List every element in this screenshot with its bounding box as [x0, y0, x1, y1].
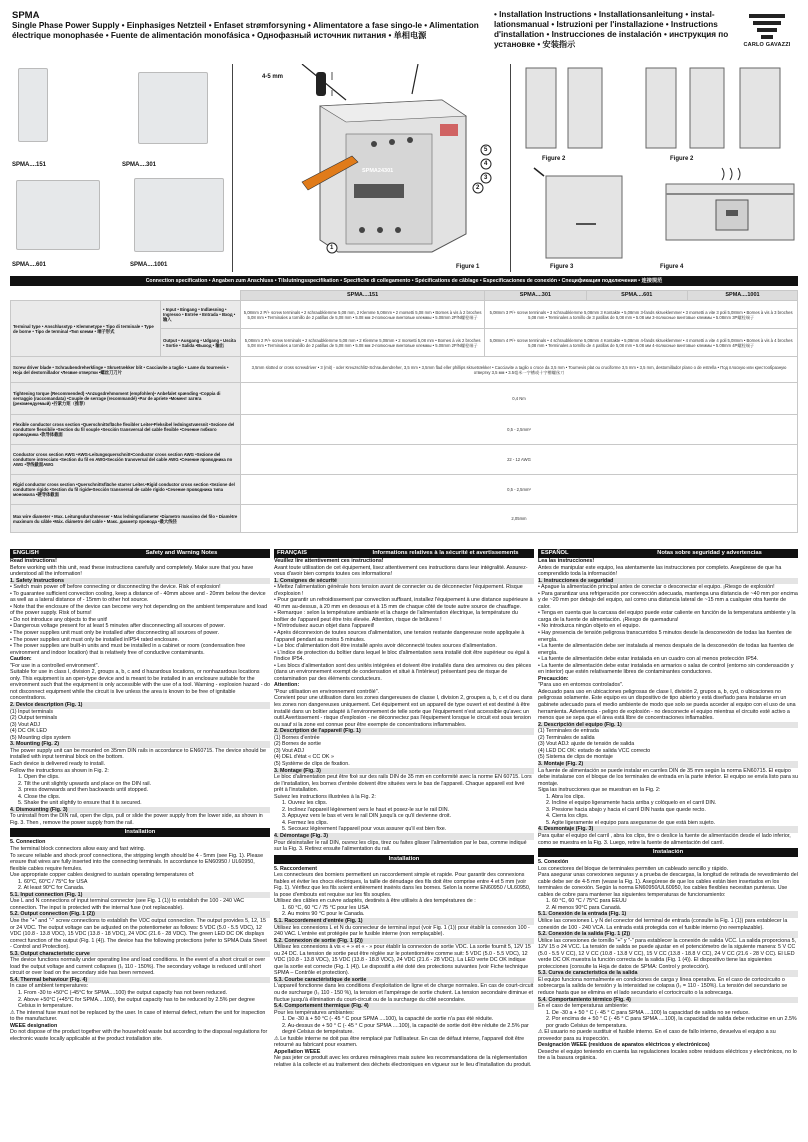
- table-cell: 0,4 Nm: [241, 383, 798, 415]
- paragraph: Les connecteurs des borniers permettent un raccordement simple et rapide. Pour garantir des connexions fiables et éviter les chocs électriques, la taille de dénudage des fils doit être comprise entre 4 et 5 mm (voir Fig. 1). Vérifiez que les fils soient entièrement insérés dans les bornes. Selon la norme EN60950 / UL60950, la pose d'embouts est requise sur les fils souples.: [274, 872, 531, 898]
- safety-text: [538, 558, 798, 846]
- figure-2b-label: Figure 2: [670, 156, 694, 162]
- paragraph: (4) LED DC OK: estado de salida VCC correcto: [538, 747, 651, 754]
- figure-1-label: Figure 1: [456, 264, 480, 270]
- header-left: [12, 10, 482, 41]
- paragraph: 1. From -30 to +50°C (-45°C for SPMA....100) the output capacity has not been reduced.: [18, 990, 228, 996]
- paragraph: 1. Abra los clips.: [546, 793, 585, 800]
- paragraph: "Pour utilisation en environnement contrôlé".: [274, 688, 380, 695]
- table-cell: 5,08mm 2 P/+ screw terminals • 2 schraubklemme 5,08 mm, 2 Klemme 5,08mm • 2 morsetti 5,08 mm • Bornes à vis à 2 broches 5,08 mm • Terminales a tornillo de 2 patillas de 5,08 mm • 5.08 мм 2-полюсные винтовые клеммы • 5.08mm 2P/N螺栓端子: [241, 301, 485, 329]
- paragraph: • Mettez l'alimentation générale hors tension avant de connecter ou de déconnecter l'équipement. Risque d'explosion !: [274, 584, 523, 597]
- section-heading: 1. Safety Instructions: [10, 578, 270, 585]
- figure-3-label: Figure 3: [550, 264, 574, 270]
- paragraph: Utilisez les connexions L et N du connecteur de terminal input (voir Fig. 1 (1)) pour établir la connexion 100 - 240 VAC. L'entrée est protégée par le fusible interne (non remplaçable).: [274, 924, 530, 938]
- bold-heading: 5. Raccordement: [274, 865, 318, 872]
- paragraph: ⚠ The internal fuse must not be replaced by the user. In case of internal defect, return the unit for inspection to the manufacturer.: [10, 1009, 266, 1023]
- section-heading: 3. Mounting (Fig. 2): [10, 741, 270, 748]
- product-image-601: [16, 180, 100, 250]
- paragraph: To uninstall from the DIN rail, open the clips, pull or slide the power supply from the lower side, as shown in Fig. 3. Then , remove the power supply from the rail.: [10, 813, 263, 826]
- product-label-301: SPMA....301: [122, 162, 157, 168]
- bold-heading: Designación WEEE (residuos de aparatos eléctricos y electrónicos): [538, 1042, 710, 1049]
- table-corner: [11, 291, 241, 301]
- paragraph: • Le bloc d'alimentation doit être installé après avoir déconnecté toutes sources d'alimentation.: [274, 643, 497, 650]
- safety-text: [274, 558, 534, 853]
- paragraph: ⚠ Le fusible interne ne doit pas être remplacé par l'utilisateur. En cas de défaut interne, l'appareil doit être retourné au fabricant pour examen.: [274, 1035, 525, 1049]
- callout-2: 2: [476, 185, 480, 191]
- bold-heading: Appellation WEEE: [274, 1048, 321, 1055]
- paragraph: (3) Vout ADJ: ajuste de tensión de salida: [538, 741, 635, 748]
- paragraph: (3) Vout ADJ: [10, 721, 40, 728]
- paragraph: • Les blocs d'alimentation sont des unités intégrées et doivent être installés dans des armoires ou des pièces (dans un environnement exempt de condensation et situé à l'intérieur) présentant peu de risque de contamination par des éléments conducteurs.: [274, 662, 532, 682]
- paragraph: 1. Open the clips.: [18, 774, 60, 781]
- section-heading: 5.3. Output characteristic curve: [10, 951, 270, 958]
- paragraph: 4. Cierra los clips.: [546, 813, 589, 820]
- paragraph: • The power supplies unit must only be installed after disconnecting all sources of power.: [10, 630, 220, 637]
- paragraph: ⚠ El usuario no puede sustituir el fusible interno. En el caso de fallo interno, devuelva el equipo a su proveedor para su inspección.: [538, 1029, 776, 1042]
- paragraph: (1) Bornes d'entrée: [274, 734, 320, 741]
- table-row: [11, 475, 798, 505]
- section-heading: 5.3. Courbe caractéristique de sortie: [274, 977, 534, 984]
- product-label-1001: SPMA....1001: [130, 262, 168, 268]
- paragraph: (4) DC OK LED: [10, 728, 47, 735]
- row-label: Terminal type • Anschlusstyp • Klemmetype • Tipo di terminale • Type de borne • Tipo de terminal •Тип клемм • 端子形式: [11, 301, 161, 357]
- paragraph: Pour les températures ambiantes:: [274, 1009, 355, 1016]
- table-header-row: [11, 291, 798, 301]
- paragraph: • The power supplies are built-in units and must be installed in a cabinet or room (condensation free environment and indoor location) that is relatively free of conductive contaminants.: [10, 643, 246, 656]
- section-heading: 1. Instrucciones de seguridad: [538, 578, 798, 585]
- table-cell: 3,5mm slotted or cross screwdriver • 3 (mit) - oder Kreuzschlitz-Schraubendreher, 3,5 mm • 3,5mm flad eller phillips skruetrækker • Cacciavite a taglio o croce da 3,5 mm • Tournevis plat ou cruciforme 3,5 mm • 3,5 mm, destornillador plano o de estrella • Под плоскую или крестообразную отвертку 3,5 мм • 3.5毫米一字槽或十字槽螺丝刀: [241, 357, 798, 383]
- paragraph: Los conectores del bloque de terminales permiten un cableado sencillo y rápido.: [538, 865, 729, 872]
- installation-text: [274, 866, 534, 1069]
- table-row: [11, 301, 798, 329]
- paragraph: 2. Tilt the unit slightly upwards and place on the DIN rail.: [18, 780, 152, 787]
- paragraph: 1. Ouvrez les clips.: [282, 800, 328, 807]
- paragraph: The terminal block connectors allow easy and fast wiring.: [10, 845, 146, 852]
- paragraph: Para asegurar unas conexiones seguras y a prueba de descargas, la longitud de retirada de revestimiento del cable debe ser de 4-5 mm (vease la Fig. 1). Asegúrese de que los cables están bien insertados en los terminales de conexión. Según la norma EN60950/UL60950, los cables flexibles necesitan punteras. Use cables de cobre para mantener las siguientes temperaturas de funcionamiento:: [538, 872, 798, 898]
- column-header: SPMA....601: [586, 291, 687, 301]
- language-label: FRANÇAIS: [277, 550, 307, 556]
- language-label: ENGLISH: [13, 550, 39, 556]
- product-image-151: [18, 68, 48, 142]
- language-label: ESPAÑOL: [541, 550, 569, 556]
- callout-5: 5: [484, 147, 488, 153]
- section-heading: 5.4. Comportamiento térmico (Fig. 4): [538, 997, 798, 1004]
- paragraph: 2. Incline el equipo ligeramente hacia arriba y colóquelo en el carril DIN.: [546, 800, 717, 807]
- row-sublabel: • Input • Eingang • Indlæsning • Ingresso • Entrée • Entrada • Вход •输入: [161, 301, 241, 329]
- product-image-1001: [134, 178, 224, 252]
- instructions-title: • Installation Instructions • Installationsanleitung • instal-lationsmanual • Istruzioni per l'installazione • Instructions d'installation • Instrucciones de instalación • инструкция по установке • 安装指示: [494, 10, 729, 49]
- paragraph: Each device is delivered ready to install.: [10, 760, 106, 767]
- section-heading: 2. Descripción del equipo (Fig. 1): [538, 722, 798, 729]
- paragraph: Pour désinstaller le rail DIN, ouvrez les clips, tirez ou faites glisser l'alimentation par le bas, comme indiqué sur la Fig. 3. Retirez ensuite l'alimentation du rail.: [274, 839, 527, 853]
- product-label-601: SPMA....601: [12, 262, 47, 268]
- table-row: [11, 445, 798, 475]
- table-cell: 0,5 - 2,5mm²: [241, 475, 798, 505]
- paragraph: • Hay presencia de tensión peligrosa transcurridos 5 minutos desde la desconexión de todas las fuentes de energía.: [538, 630, 792, 643]
- paragraph: En el caso de temperaturas ambiente:: [538, 1003, 629, 1010]
- table-cell: 5,08mm 4 P/+ screw terminals • 4 schraubklemme 5,08mm 4 Kontakte • 5,08mm 4-fands skrueklemmer • 4 morsetti a vite 4 poli 5,08mm • Bornes à vis à 4 broches 5,08 mm • Terminales a tornillo de 4 patillas de 5,08 mm • 5.08 мм 4-полюсные винтовые клеммы • 5.08mm 4P螺栓端子: [485, 329, 798, 357]
- document-header: [12, 10, 796, 60]
- bold-heading: Precaución:: [538, 675, 569, 682]
- figure-2a-label: Figure 2: [542, 156, 566, 162]
- paragraph: The power supply unit can be mounted on 35mm DIN rails in accordance to EN60715. The device should be installed with input terminal block on the bottom.: [10, 747, 266, 761]
- callout-4: 4: [484, 161, 488, 167]
- table-row: [11, 505, 798, 533]
- bold-heading: Lea las instrucciones!: [538, 558, 595, 564]
- installation-bar: Installation: [10, 828, 270, 837]
- installation-bar: Installation: [274, 855, 534, 864]
- paragraph: 5. Secouez légèrement l'appareil pour vous assurer qu'il est bien fixe.: [282, 826, 447, 833]
- product-image-301: [138, 72, 208, 144]
- paragraph: • Tenga en cuenta que la carcasa del equipo puede estar caliente en función de la temperatura ambiente y la carga de la fuente de alimentación. ¡Riesgo de quemadura!: [538, 610, 796, 623]
- paragraph: • Dangerous voltage present for at least 5 minutes after disconnecting all sources of power.: [10, 623, 226, 630]
- paragraph: Para quitar el equipo del carril , abra los clips, tire o deslice la fuente de alimentación desde el lado inferior, como se muestra en la Fig. 3. Luego, retire la fuente de alimentación del carril.: [538, 832, 791, 846]
- bold-heading: WEEE designation: [10, 1022, 58, 1029]
- paragraph: • Apague la alimentación principal antes de conectar o desconectar el equipo. ¡Riesgo de explosión!: [538, 584, 775, 591]
- connection-spec-bar: Connection specification • Angaben zum Anschluss • Tilslutningsspecifikation • Specifiche di collegamento • Spécifications de câblage • Especificaciones de conexión • Спецификация подключения • 连接规范: [10, 276, 798, 286]
- paragraph: • Do not introduce any objects to the unit!: [10, 616, 108, 623]
- section-heading: 5.4. Thermal behaviour (Fig. 4): [10, 977, 270, 984]
- paragraph: 2. Au moins 90 °C pour le Canada.: [282, 911, 365, 918]
- section-heading: 4. Desmontaje (Fig. 3): [538, 826, 798, 833]
- table-cell: 0,5 - 2,5mm²: [241, 415, 798, 445]
- section-heading: 5.4. Comportement thermique (Fig. 4): [274, 1003, 534, 1010]
- paragraph: • To guarantee sufficient convection cooling, keep a distance of - 40mm above and - 20mm below the device as well as a lateral distance of - 15mm to other hot source.: [10, 590, 266, 604]
- french-column: [274, 549, 534, 1135]
- paragraph: • The power supplies unit must only be installed inIP54 rated enclosure.: [10, 636, 180, 643]
- section-heading: 1. Consignes de sécurité: [274, 578, 534, 585]
- table-row: [11, 383, 798, 415]
- paragraph: Use L and N connections of input terminal connector (see Fig. 1 (1)) to establish the 100 - 240 VAC connection. The input is protected with the internal fuse (not replaceable).: [10, 898, 245, 911]
- paragraph: Convient pour une utilisation dans les zones dangereuses de classe I, division 2, groupes a, b, c et d ou dans les zones non dangereuses uniquement. Cet équipement est un appareil de type ouvert et est destiné à être installé dans un boîtier adapté à l'environnement de telle sorte que l'équipement n'est accessible qu'avec un outil.Avertissement - risque d'explosion - ne déconnectez pas l'équipement lorsque le circuit est sous tension ou sauf si la zone est connue pour être exempte de concentrations inflammables.: [274, 695, 533, 728]
- logo-bars-icon: [747, 12, 787, 40]
- row-label: Conductor cross section AWG •AWG-Leitungsquerschnitt•Conductor cross section AWG •Sezione del conduttore intrecciato •Section du fil en AWG•Sección transversal del cable AWG •Сечение проводника по AWG •导线截面AWG: [11, 445, 241, 475]
- paragraph: 4. Close the clips.: [18, 793, 61, 800]
- paragraph: (5) Système de clips de fixation.: [274, 760, 350, 767]
- dimension-label: 4-5 mm: [262, 74, 284, 80]
- section-heading: 4. Dismounting (Fig. 3): [10, 807, 270, 814]
- paragraph: La fuente de alimentación se puede instalar en carriles DIN de 35 mm según la norma EN60715. El equipo debe instalarse con el bloque de los terminales de entrada en la parte inferior. El equipo se envía listo para su montaje.: [538, 767, 798, 787]
- model-title: SPMA: [12, 10, 40, 21]
- paragraph: Use appropriate copper cables designed to sustain operating temperatures of:: [10, 872, 195, 879]
- connection-table: [10, 290, 798, 533]
- table-cell: 2,05mm: [241, 505, 798, 533]
- paragraph: 1. De -30 a + 50 ° C (- 45 ° C para SPMA ....100) la capacidad de salida no se reduce.: [546, 1009, 750, 1016]
- callout-1: 1: [330, 245, 334, 251]
- paragraph: Follow the instructions as shown in Fig. 2:: [10, 767, 109, 774]
- paragraph: • Pour garantir un refroidissement par convection suffisant, installez l'équipement à une distance supérieure à 40 mm au-dessus, à 20 mm en dessous et à 15 mm de chaque côté de toute autre source de chauffage.: [274, 597, 533, 610]
- paragraph: Utilice las conexiones L y N del conector del terminal de entrada (consulte la Fig. 1 (1)) para establecer la conexión de 100 - 240 VCA. La entrada está protegida con el fusible interno (no reemplazable).: [538, 917, 788, 931]
- paragraph: • Switch main power off before connecting or disconnecting the device. Risk of explosion!: [10, 584, 221, 591]
- paragraph: • Note that the enclosure of the device can become very hot depending on the ambient temperature and load of the power supply. Risk of burns!: [10, 603, 268, 617]
- paragraph: • La fuente de alimentación debe ser instalada al menos después de la desconexión de todas las fuentes de energía.: [538, 643, 794, 656]
- column-header: SPMA....151: [241, 291, 485, 301]
- column-header: SPMA....1001: [687, 291, 797, 301]
- row-label: Tightening torque (Recommended) •Anzugsdrehmoment (empfohlen)• Anbefalet spænding •Coppia di serraggio (raccomandata) •Couple de serrage (recommandé) •Par de apriete •Момент затяга (рекомендуемый) •拧紧力矩（推荐）: [11, 383, 241, 415]
- paragraph: 2. At least 90°C for Canada.: [18, 885, 85, 892]
- figure-2-4-drawing: [516, 64, 798, 272]
- paragraph: 4. Fermez les clips.: [282, 819, 329, 826]
- table-cell: 22 - 12 AWG: [241, 445, 798, 475]
- paragraph: 2. Inclinez l'appareil légèrement vers le haut et posez-le sur le rail DIN.: [282, 806, 450, 813]
- section-heading: 4. Démontage (Fig. 3): [274, 833, 534, 840]
- section-title: Notas sobre seguridad y advertencias: [657, 550, 762, 556]
- product-title: Single Phase Power Supply • Einphasiges Netzteil • Enfaset strømforsyning • Alimentatore a fase singo-le • Alimentation électrique monophasée • Fuente de alimentación monofásica • Однофазный источник питания • 单相电源: [12, 21, 479, 40]
- paragraph: • Remarque : selon la température ambiante et la charge de l'alimentation électrique, la température du boîtier de l'appareil peut être très élevée. Attention, risque de brûlures !: [274, 610, 518, 623]
- paragraph: 1. 60 °C, 60 °C / 75 °C pour les USA: [282, 904, 369, 911]
- table-cell: 5,08mm 2 P/+ screw terminals • 2 schraubklemme 5,08 mm • 2 Klemme 5,08mm • 2 morsetti 5,08 mm • Bornes à vis 2 broches 5,08 mm • Terminales a tornillo de 2 patillas de 5,08 mm • 5.08 мм 2-полюсные винтовые клеммы • 5.08mm 2P/N螺栓端子: [241, 329, 485, 357]
- section-heading: 2. Device description (Fig. 1): [10, 702, 270, 709]
- brand-name: CARLO GAVAZZI: [743, 42, 791, 48]
- bold-heading: 5. Connection: [10, 839, 46, 846]
- section-heading: 5.1. Input connection (Fig. 1): [10, 892, 270, 899]
- paragraph: • L'indice de protection du boîtier dans lequel le bloc d'alimentation sera installé doit être supérieur ou égal à l'indice IP54.: [274, 649, 530, 663]
- paragraph: Use the "+" and "-" screw connections to establish the VDC output connection. The output provides 5, 12, 15 or 24 VDC. The output voltage can be adjusted on the potentiometer as follows: 5 VDC (5.0 - 5.5 VDC), 12 VDC (10.8 - 13.8 VDC), 15 VDC (13.8 - 18 VDC), 24 VDC (21.6 - 28 VDC). The green LED DC OK displays correct function of the output (Fig. 1 (4)). The device has the following protections (refer to SPMA Data Sheet - Control and Protection).: [10, 917, 267, 951]
- paragraph: (4) DEL d'état « CC OK »: [274, 754, 334, 761]
- paragraph: L'appareil fonctionne dans les conditions d'exploitation de ligne et de charge normales. En cas de court-circuit ou de surcharge (Iₛ 110 - 150 %), la tension et l'ampérage de sortie chutent. La tension secondaire diminue et fluctue jusqu'à élimination du court-circuit ou de la surcharge du côté secondaire.: [274, 983, 534, 1003]
- paragraph: Ne pas jeter ce produit avec les ordures ménagères mais suivre les recommandations de la réglementation relative à la collecte et au traitement des déchets électroniques en vigueur sur le lieu d'installation du produit.: [274, 1055, 532, 1069]
- column-header: SPMA....301: [485, 291, 586, 301]
- paragraph: 1. De -30 à + 50 °C (- 45 ° C pour SPMA ....100), la capacité de sortie n'a pas été réduite.: [282, 1016, 494, 1023]
- divider: [232, 64, 233, 272]
- section-heading: 5.2. Connexion de sortie (Fig. 1 (2)): [274, 938, 534, 945]
- paragraph: (2) Terminales de salida: [538, 734, 595, 741]
- english-column: [10, 549, 270, 1135]
- paragraph: Antes de manipular este equipo, lea atentamente las instrucciones por completo. Asegúrese de que ha comprendido toda la información!: [538, 564, 782, 578]
- header-right: [494, 10, 744, 50]
- spanish-header-bar: [538, 549, 798, 558]
- paragraph: Avant toute utilisation de cet équipement, lisez attentivement ces instructions dans leur intégralité. Assurez-vous d'avoir bien compris toutes ces informations!: [274, 564, 528, 578]
- installation-text: [10, 839, 270, 1042]
- paragraph: "Para uso en entornos controlados".: [538, 682, 624, 689]
- paragraph: (5) Mounting clips system: [10, 734, 71, 741]
- row-label: Screw driver blade • Schraubendreherklinge • Skruetrækker blit • Cacciavite a taglio • Lame du tournevis • Hoja del destornillador •Лезвие отвертки •螺丝刀刀片: [11, 357, 241, 383]
- bold-heading: Read instructions!: [10, 558, 57, 564]
- paragraph: • N'introduisez aucun objet dans l'appareil!: [274, 623, 375, 630]
- paragraph: 2. Above +50°C (+45°C for SPMA....100), the output capacity has to be reduced by 2.5% per degree Celsius in temperature.: [18, 996, 255, 1010]
- product-label-151: SPMA....151: [12, 162, 47, 168]
- row-sublabel: Output • Ausgang • Udgang • Uscita • Sortie • Salida •Выход • 输出: [161, 329, 241, 357]
- paragraph: (2) Output terminals: [10, 715, 58, 722]
- paragraph: 1. 60°C, 60°C / 75°C for USA: [18, 878, 88, 885]
- section-heading: 5.3. Curva de característica de la salida: [538, 970, 798, 977]
- row-label: Max wire diameter • Max. Leitungsdurchmesser • Max ledningsdiameter •Diametro massimo del filo • Diamètre maximum du câble •Máx. diámetro del cable • Макс. диаметр провода •最大线径: [11, 505, 241, 533]
- bold-heading: Caution:: [10, 656, 32, 663]
- brand-logo: [738, 12, 796, 58]
- table-row: [11, 415, 798, 445]
- row-label: Rigid conductor cross section •Querschnittsfläche starrer Leiter.•Rigid conductor cross section •Sezione del conduttore rigido •Section du fil rigide•Sección transversal de cable rígido •Сечение проводника типа моножила •硬导体截面: [11, 475, 241, 505]
- paragraph: 5. Agite ligeramente el equipo para asegurarse de que está bien sujeto.: [546, 819, 716, 826]
- paragraph: (1) Input terminals: [10, 708, 54, 715]
- figure-4-label: Figure 4: [660, 264, 684, 270]
- table-cell: 5,08mm 3 P/+ screw terminals • 3 schraubklemme 5,08mm 3 Kontakte • 5,08mm 3-fands skrueklemmer • 3 morsetti a vite 3 poli 5,08mm • Bornes à vis à 3 broches 5,08 mm • Terminales a tornillo de 3 patillas de 5,08 mm • 5.08 мм 3-полюсные винтовые клеммы • 5.08mm 3P螺栓端子: [485, 301, 798, 329]
- paragraph: • La fuente de alimentación debe estar instalada en un cuadro con al menos protección IP54.: [538, 656, 759, 663]
- paragraph: Siga las instrucciones que se muestran en la Fig. 2:: [538, 787, 661, 794]
- paragraph: (3) Vout ADJ: [274, 747, 304, 754]
- illustration-area: [10, 64, 798, 272]
- paragraph: The device functions normally under operating line and load conditions. In the event of a short circuit or over load the output voltage and current collapses (Iₛ 110 - 150%). The secondary voltage is reduced until short circuit or over load on the secondary side has been removed.: [10, 957, 266, 977]
- english-header-bar: [10, 549, 270, 558]
- bold-heading: 5. Conexión: [538, 859, 569, 866]
- paragraph: Do not dispose of the product together with the household waste but according to the disposal regulations for electronic waste locally applicable at the product installation site.: [10, 1029, 268, 1042]
- paragraph: 3. Presione hacia abajo y hacia el carril DIN hasta que quede recto.: [546, 806, 706, 813]
- installation-text: [538, 859, 798, 1062]
- paragraph: Le bloc d'alimentation peut être fixé sur des rails DIN de 35 mm en conformité avec la norme EN 60715. Lors de l'installation, les bornes d'entrée doivent être situées vers le bas de l'appareil. Chaque appareil est livré prêt à l'installation.: [274, 774, 532, 794]
- safety-text: [10, 558, 270, 826]
- paragraph: 2. Al menos 90°C para Canadá.: [546, 904, 622, 911]
- row-label: Flexible conductor cross section •Querschnittsfläche flexibler Leiter•Fleksibel ledningstværsnit •Sezione del conduttore flessibile •Section du fil souple •Sección transversal del cable flexible •Сечение гибкого проводника •软导体截面: [11, 415, 241, 445]
- paragraph: "For use in a controlled environment".: [10, 662, 100, 669]
- section-heading: 5.2. Output connection (Fig. 1 (2)): [10, 911, 270, 918]
- paragraph: (2) Bornes de sortie: [274, 741, 321, 748]
- paragraph: Deseche el equipo teniendo en cuenta las regulaciones locales sobre residuos eléctricos y electrónicos, no lo tire a la basura orgánica.: [538, 1048, 797, 1062]
- section-heading: 5.1. Raccordement d'entrée (Fig. 1): [274, 918, 534, 925]
- paragraph: Suivez les instructions illustrées à la Fig. 2:: [274, 793, 376, 800]
- paragraph: • La fuente de alimentación debe estar instalada en armarios o salas de control (entorno sin condensación y en interior) que estén relativamente libres de contaminantes conductores.: [538, 662, 794, 676]
- paragraph: To secure reliable and shock proof connections, the stripping length should be 4 - 5mm (see Fig. 1). Please ensure that wires are fully inserted into the connecting terminals. In accordance to EN60950 / UL60950, flexible cables require ferrules.: [10, 852, 264, 872]
- paragraph: In case of ambient temperatures:: [10, 983, 89, 990]
- section-title: Informations relatives à la sécurité et avertissements: [372, 550, 519, 556]
- paragraph: Adecuado para uso en ubicaciones peligrosas de clase I, división 2, grupos a, b, cyd, o ubicaciones no peligrosas solamente. Este equipo es un dispositivo de tipo abierto y está diseñado para instalarse en un gabinete adecuado para el medio ambiente de modo que solo se pueda acceder al equipo con el uso de una herramienta. Advertencia - peligro de explosión - no desconecte el equipo mientras el circuito esté activo a menos que se sepa que el área está libre de concentraciones inflamables.: [538, 688, 796, 722]
- paragraph: • Après déconnexion de toutes sources d'alimentation, une tension restante dangereuse reste appliquée à l'appareil pendant au moins 5 minutes.: [274, 630, 525, 643]
- paragraph: 3. Appuyez vers le bas et vers le rail DIN jusqu'à ce qu'il devienne droit.: [282, 813, 451, 820]
- divider: [510, 64, 511, 272]
- paragraph: El equipo funciona normalmente en condiciones de carga y línea operativa. En el caso de cortocircuito o sobrecarga la salida de tensión y la intensidad se colapsa (Iₛ = 110 - 150%). La tensión del secundario se reduce hasta que se elimina en el lado secundario el cortocircuito o la sobrecarga.: [538, 976, 788, 996]
- paragraph: 2. Por encima de + 50 ° C (- 45 ° C para SPMA ....100), la capacidad de salida debe reducirse en un 2.5% por grado Celsius de temperatura.: [546, 1016, 797, 1029]
- paragraph: 2. Au-dessus de + 50 ° C (- 45 ° C pour SPMA ....100), la capacité de sortie doit être réduite de 2.5% par degré Celsius de température.: [282, 1022, 529, 1036]
- french-header-bar: [274, 549, 534, 558]
- section-heading: 5.2. Conexión de la salida (Fig. 1 (2)): [538, 931, 798, 938]
- paragraph: Before working with this unit, read these instructions carefully and completely. Make sure that you have understood all the information!: [10, 564, 254, 578]
- installation-bar: Instalación: [538, 848, 798, 857]
- section-heading: 3. Montage (Fig. 3): [274, 768, 534, 775]
- paragraph: Suitable for use in class I, division 2, groups a, b, c and d hazardous locations, or nonhazardous locations only. This equipment is an open-type device and is meant to be installed in an enclosure suitable for the environment such that the equipment is only accessible with the use of a tool. Warning - explosion hazard - do not disconnect equipment while the circuit is live unless the area is known to be free of ignitable concentrations.: [10, 669, 270, 702]
- paragraph: • Para garantizar una refrigeración por convección adecuada, mantenga una distancia de ~40 mm por encima y de ~20 mm por debajo del equipo, así como una distancia lateral de ~15 mm a cualquier otra fuente de calor.: [538, 590, 798, 610]
- spanish-column: [538, 549, 798, 1135]
- bold-heading: Attention:: [274, 682, 300, 689]
- paragraph: Utilisez des câbles en cuivre adaptés, destinés à être utilisés à des températures de :: [274, 898, 476, 905]
- bold-heading: Veuillez lire attentivement ces instructions!: [274, 558, 384, 564]
- paragraph: (5) Sistema de clips de montaje: [538, 754, 613, 761]
- paragraph: Utilisez les connexions à vis « + » et « - » pour établir la connexion de sortie VDC. La sortie fournit 5, 12V 15 ou 24 DC. La tension de sortie peut être réglée sur le potentiomètre comme suit: 5 VDC (5.0 - 5.5 VDC), 12 VDC (10.8 - 13.8 VDC), 15 VDC (13.8 - 18.8 VDC), 24 VDC (21.6 - 28 VDC). La LED verte DC OK indique que la sortie est correcte (Fig. 1 (4)). Le dispositif a été doté des protections suivantes (voir Fiche technique SPMA – Contrôle et protection).: [274, 944, 531, 977]
- section-heading: 2. Description de l'appareil (Fig. 1): [274, 728, 534, 735]
- section-heading: 3. Montaje (Fig. 2): [538, 761, 798, 768]
- paragraph: Utilice las conexiones de tornillo "+" y "-" para establecer la conexión de salida VCC. La salida proporciona 5, 12V 15 o 24 VCC. La tensión de salida se puede ajustar en el potenciómetro de la siguiente manera: 5 V CC (5.0 - 5.5 V CC), 12 V CC (10.8 - 13.8 V CC), 15 V CC (13.8 - 18.8 V CC), 24 V CC (21.6 - 28 V CC). El LED verde DC OK muestra la función correcta de la salida (Fig. 1 (4)). El dispositivo tiene las siguientes protecciones (consulte la Hoja de datos de SPMA: Control y protección).: [538, 937, 797, 970]
- paragraph: • No introduzca ningún objeto en el equipo.: [538, 623, 640, 630]
- section-heading: 5.1. Conexión de la entrada (Fig. 1): [538, 911, 798, 918]
- paragraph: (1) Terminales de entrada: [538, 728, 599, 735]
- paragraph: 1. 60 °C, 60 °C / 75°C para EEUU: [546, 898, 627, 905]
- paragraph: 5. Shake the unit slightly to ensure that it is secured.: [18, 800, 142, 807]
- callout-3: 3: [484, 175, 488, 181]
- section-title: Safety and Warning Notes: [145, 550, 218, 556]
- paragraph: 3. press downwards and then backwards until stopped.: [18, 787, 149, 794]
- device-label: SPMA24301: [362, 168, 394, 174]
- table-row: [11, 357, 798, 383]
